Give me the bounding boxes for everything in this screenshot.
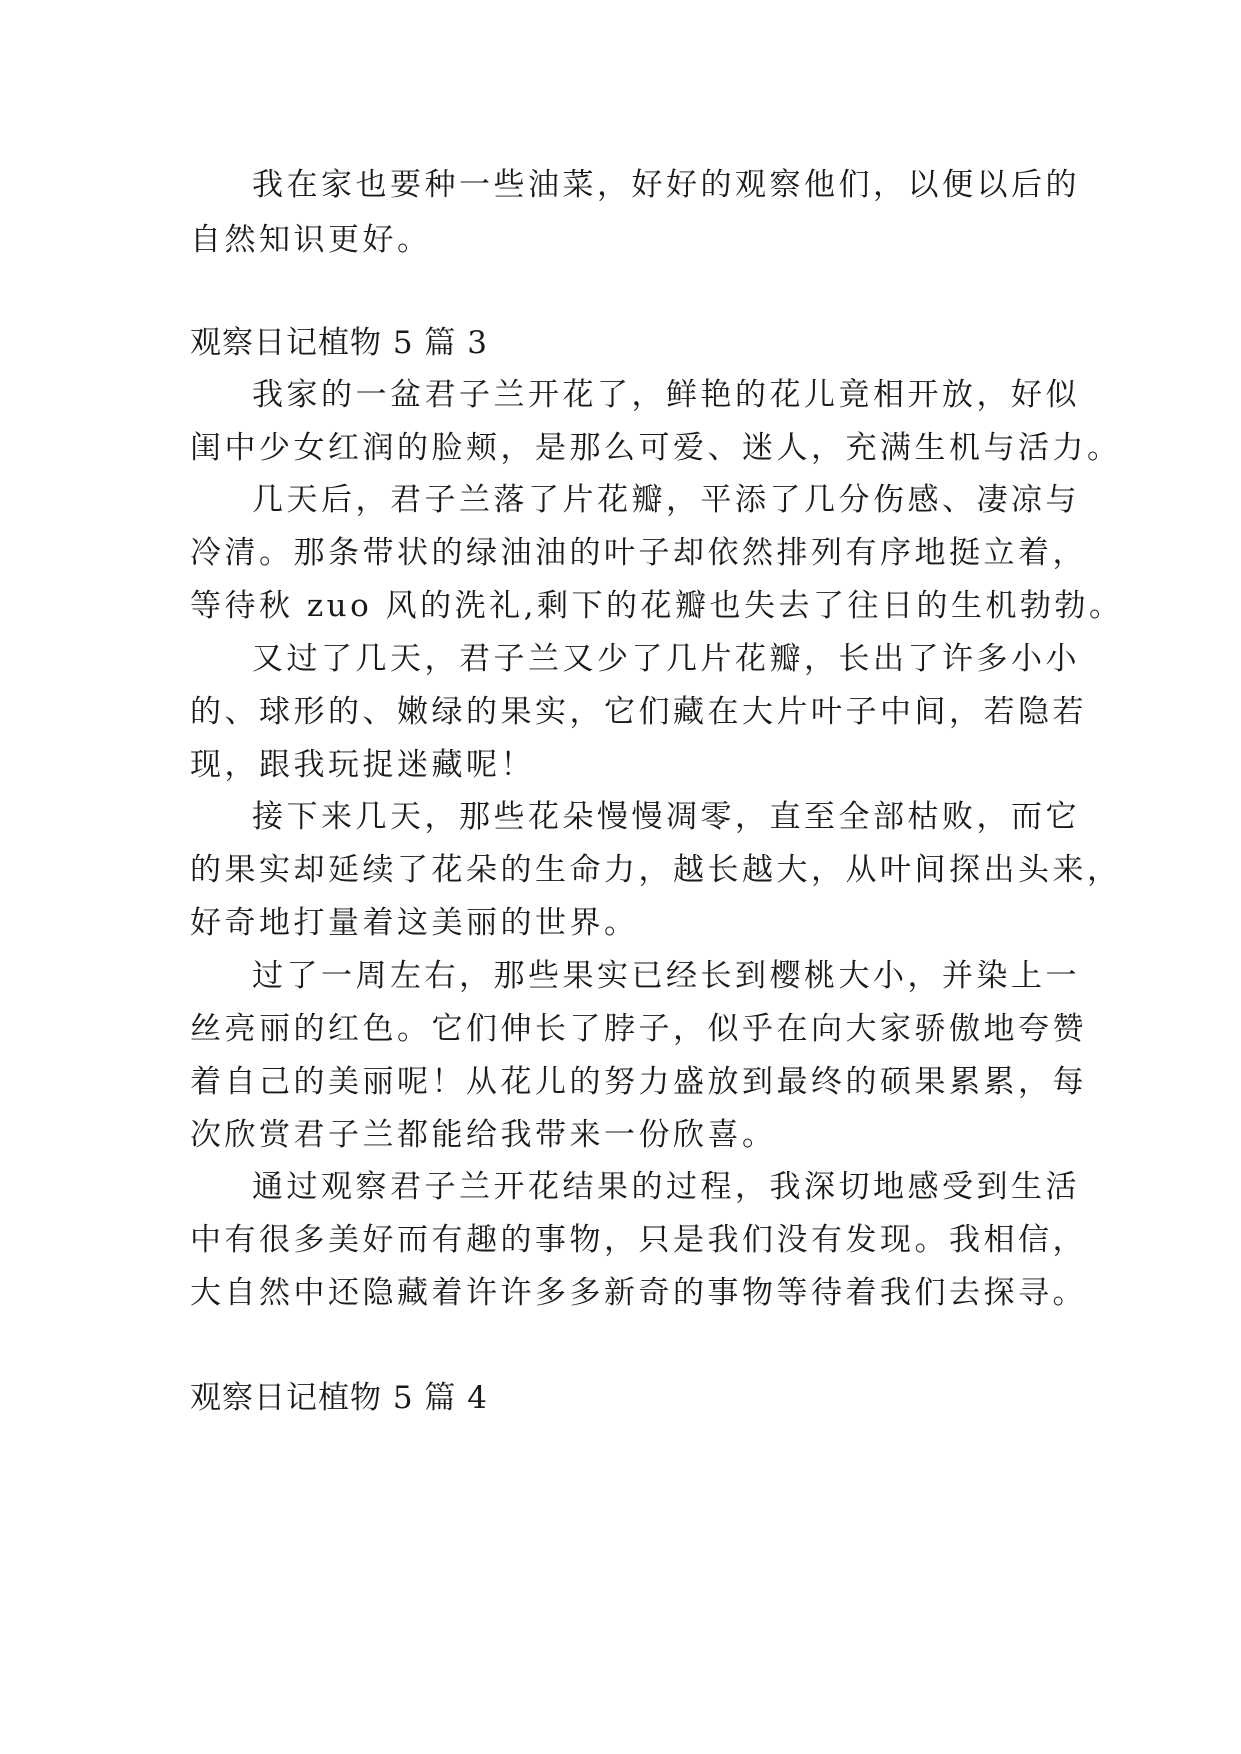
- paragraph-line: 大自然中还隐藏着许许多多新奇的事物等待着我们去探寻。: [190, 1275, 1087, 1311]
- section-heading: 观察日记植物 5 篇 3: [190, 325, 489, 361]
- paragraph-line: 的、球形的、嫩绿的果实，它们藏在大片叶子中间，若隐若: [190, 694, 1087, 730]
- paragraph-line: 好奇地打量着这美丽的世界。: [190, 905, 639, 941]
- paragraph-line: 我家的一盆君子兰开花了，鲜艳的花儿竟相开放，好似: [252, 377, 1080, 413]
- paragraph-line: 过了一周左右，那些果实已经长到樱桃大小，并染上一: [252, 958, 1080, 994]
- paragraph-line: 闺中少女红润的脸颊，是那么可爱、迷人，充满生机与活力。: [190, 430, 1122, 466]
- paragraph-line: 的果实却延续了花朵的生命力，越长越大，从叶间探出头来，: [190, 852, 1122, 888]
- paragraph-line: 自然知识更好。: [190, 222, 432, 258]
- paragraph-line: 又过了几天，君子兰又少了几片花瓣，长出了许多小小: [252, 641, 1080, 677]
- paragraph-line: 我在家也要种一些油菜，好好的观察他们，以便以后的: [252, 167, 1080, 203]
- paragraph-line: 现，跟我玩捉迷藏呢！: [190, 747, 535, 783]
- paragraph-line: 着自己的美丽呢！从花儿的努力盛放到最终的硕果累累，每: [190, 1064, 1087, 1100]
- paragraph-line: 冷清。那条带状的绿油油的叶子却依然排列有序地挺立着，: [190, 535, 1087, 571]
- paragraph-line: 通过观察君子兰开花结果的过程，我深切地感受到生活: [252, 1169, 1080, 1205]
- section-heading: 观察日记植物 5 篇 4: [190, 1380, 489, 1416]
- paragraph-line: 几天后，君子兰落了片花瓣，平添了几分伤感、凄凉与: [252, 482, 1080, 518]
- paragraph-line: 等待秋 zuo 风的洗礼,剩下的花瓣也失去了往日的生机勃勃。: [190, 588, 1124, 624]
- paragraph-line: 接下来几天，那些花朵慢慢凋零，直至全部枯败，而它: [252, 799, 1080, 835]
- paragraph-line: 丝亮丽的红色。它们伸长了脖子，似乎在向大家骄傲地夸赞: [190, 1011, 1087, 1047]
- paragraph-line: 次欣赏君子兰都能给我带来一份欣喜。: [190, 1117, 777, 1153]
- paragraph-line: 中有很多美好而有趣的事物，只是我们没有发现。我相信，: [190, 1222, 1087, 1258]
